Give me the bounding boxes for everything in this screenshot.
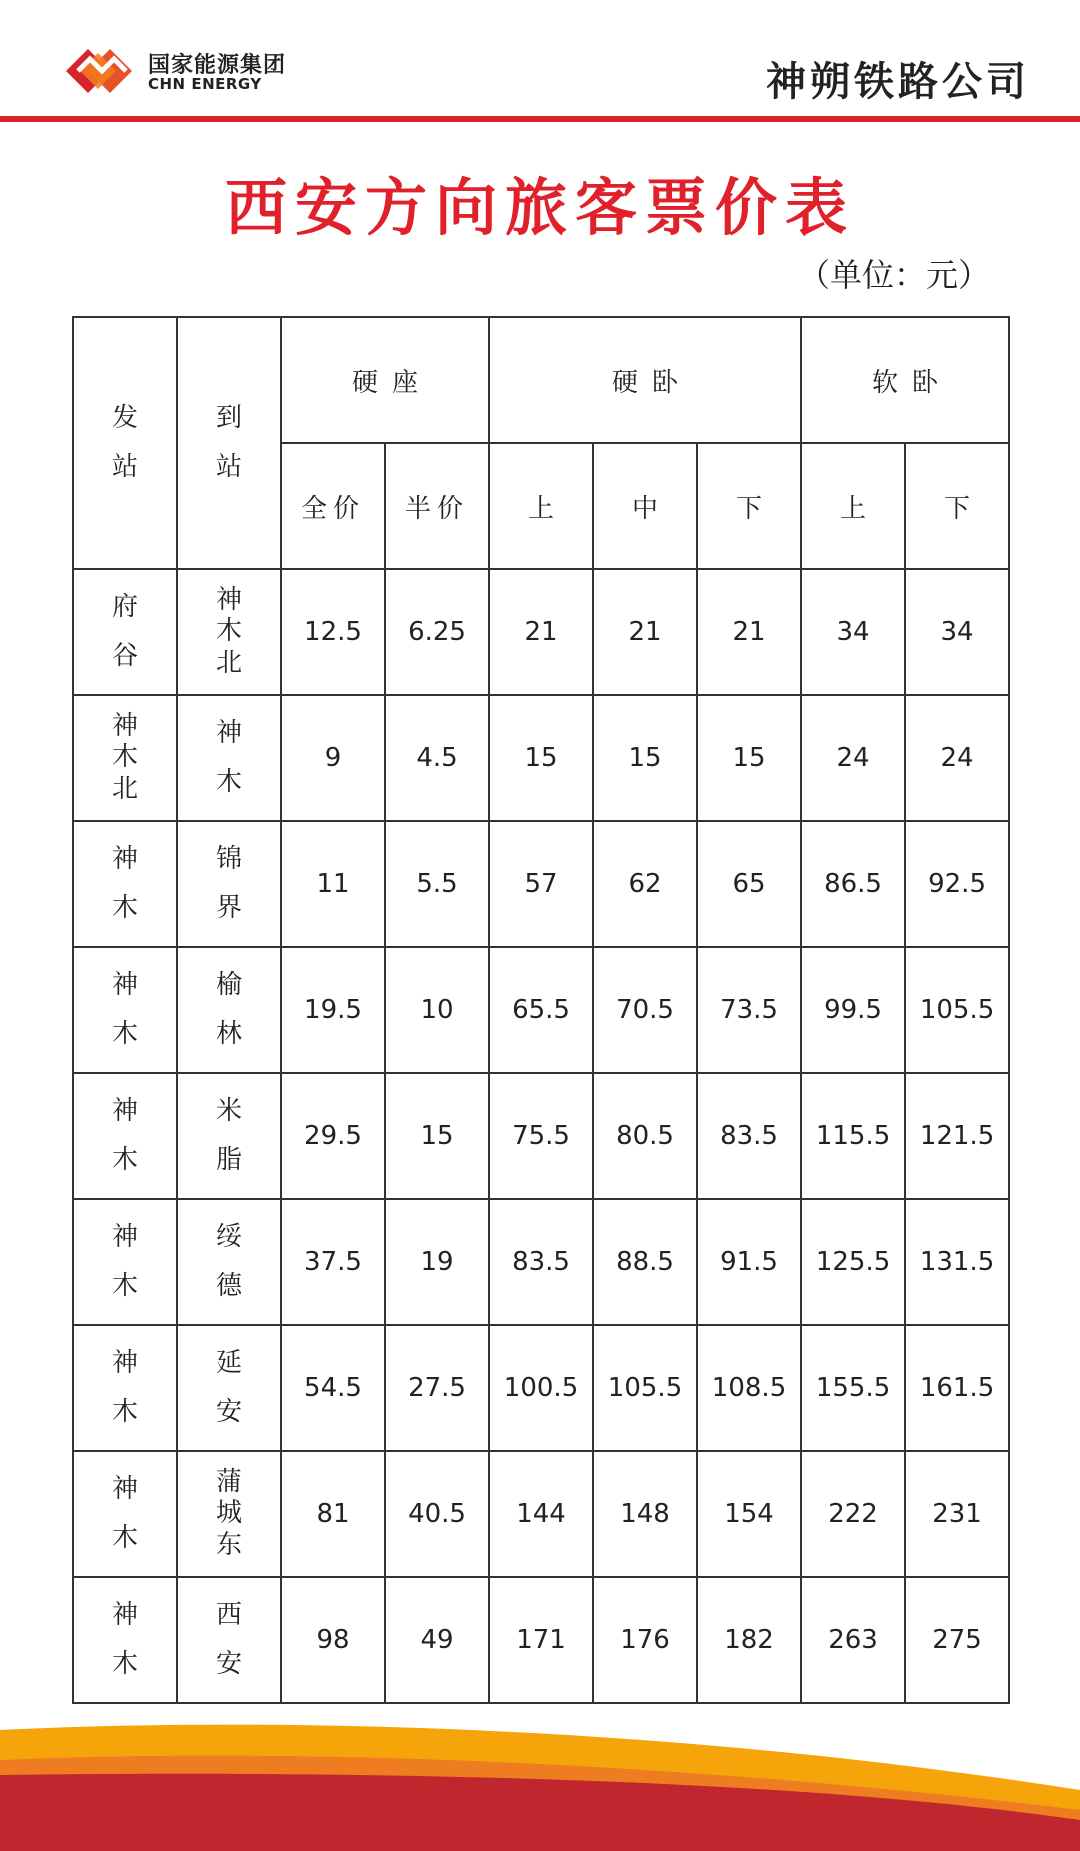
soft-sleeper-lower-price: 131.5 (905, 1199, 1009, 1325)
soft-sleeper-lower-price: 275 (905, 1577, 1009, 1703)
header-hard-seat: 硬座 (281, 317, 489, 443)
soft-sleeper-lower-price: 121.5 (905, 1073, 1009, 1199)
hard-sleeper-lower-price: 91.5 (697, 1199, 801, 1325)
hard-seat-half-price: 40.5 (385, 1451, 489, 1577)
hard-sleeper-upper-price: 15 (489, 695, 593, 821)
page-title: 西安方向旅客票价表 (224, 171, 855, 244)
header-hard-sleeper: 硬卧 (489, 317, 801, 443)
hard-seat-full-price: 29.5 (281, 1073, 385, 1199)
hard-seat-full-price: 11 (281, 821, 385, 947)
soft-sleeper-lower-price: 92.5 (905, 821, 1009, 947)
hard-seat-half-price: 4.5 (385, 695, 489, 821)
fare-row (73, 821, 1009, 947)
to-station: 蒲城东 (177, 1451, 281, 1577)
hard-sleeper-lower-price: 21 (697, 569, 801, 695)
fare-table (72, 316, 1010, 1704)
header (0, 0, 1080, 118)
hard-sleeper-middle-price: 176 (593, 1577, 697, 1703)
hard-sleeper-upper-price: 144 (489, 1451, 593, 1577)
header-from: 发站 (73, 317, 177, 569)
header-hard-upper: 上 (489, 443, 593, 569)
bottom-wave-decoration (0, 1720, 1080, 1851)
hard-seat-full-price: 12.5 (281, 569, 385, 695)
header-hard-lower: 下 (697, 443, 801, 569)
soft-sleeper-lower-price: 161.5 (905, 1325, 1009, 1451)
fare-row (73, 1073, 1009, 1199)
hard-seat-half-price: 6.25 (385, 569, 489, 695)
header-half-price: 半价 (385, 443, 489, 569)
fare-row (73, 1451, 1009, 1577)
header-to: 到站 (177, 317, 281, 569)
header-soft-lower: 下 (905, 443, 1009, 569)
soft-sleeper-lower-price: 24 (905, 695, 1009, 821)
from-station: 神木 (73, 1451, 177, 1577)
hard-sleeper-lower-price: 83.5 (697, 1073, 801, 1199)
hard-sleeper-lower-price: 65 (697, 821, 801, 947)
soft-sleeper-upper-price: 115.5 (801, 1073, 905, 1199)
hard-sleeper-middle-price: 70.5 (593, 947, 697, 1073)
soft-sleeper-upper-price: 155.5 (801, 1325, 905, 1451)
to-station: 西安 (177, 1577, 281, 1703)
company-name: 神朔铁路公司 (766, 59, 1030, 105)
hard-sleeper-middle-price: 15 (593, 695, 697, 821)
from-station: 神木 (73, 1325, 177, 1451)
hard-sleeper-upper-price: 57 (489, 821, 593, 947)
logo-text-cn: 国家能源集团 (148, 53, 287, 78)
to-station: 米脂 (177, 1073, 281, 1199)
from-station: 神木 (73, 1073, 177, 1199)
soft-sleeper-upper-price: 86.5 (801, 821, 905, 947)
hard-sleeper-upper-price: 100.5 (489, 1325, 593, 1451)
hard-seat-half-price: 49 (385, 1577, 489, 1703)
header-divider (0, 116, 1080, 122)
from-station: 神木 (73, 1199, 177, 1325)
to-station: 延安 (177, 1325, 281, 1451)
chn-energy-logo-icon (66, 40, 146, 102)
hard-sleeper-upper-price: 65.5 (489, 947, 593, 1073)
to-station: 神木北 (177, 569, 281, 695)
from-station: 神木 (73, 821, 177, 947)
fare-row (73, 1325, 1009, 1451)
hard-sleeper-upper-price: 21 (489, 569, 593, 695)
hard-sleeper-middle-price: 21 (593, 569, 697, 695)
hard-sleeper-middle-price: 148 (593, 1451, 697, 1577)
hard-sleeper-lower-price: 182 (697, 1577, 801, 1703)
soft-sleeper-lower-price: 231 (905, 1451, 1009, 1577)
from-station: 神木 (73, 947, 177, 1073)
to-station: 绥德 (177, 1199, 281, 1325)
header-soft-sleeper: 软卧 (801, 317, 1009, 443)
logo-text-en: CHN ENERGY (148, 75, 262, 93)
hard-seat-half-price: 15 (385, 1073, 489, 1199)
soft-sleeper-lower-price: 34 (905, 569, 1009, 695)
soft-sleeper-upper-price: 34 (801, 569, 905, 695)
from-station: 府谷 (73, 569, 177, 695)
soft-sleeper-upper-price: 99.5 (801, 947, 905, 1073)
hard-seat-half-price: 10 (385, 947, 489, 1073)
header-full-price: 全价 (281, 443, 385, 569)
header-soft-upper: 上 (801, 443, 905, 569)
fare-row (73, 947, 1009, 1073)
soft-sleeper-upper-price: 222 (801, 1451, 905, 1577)
hard-sleeper-upper-price: 83.5 (489, 1199, 593, 1325)
hard-seat-full-price: 81 (281, 1451, 385, 1577)
hard-sleeper-middle-price: 105.5 (593, 1325, 697, 1451)
header-hard-middle: 中 (593, 443, 697, 569)
fare-row (73, 569, 1009, 695)
hard-seat-full-price: 98 (281, 1577, 385, 1703)
hard-sleeper-upper-price: 75.5 (489, 1073, 593, 1199)
soft-sleeper-upper-price: 24 (801, 695, 905, 821)
to-station: 榆林 (177, 947, 281, 1073)
fare-row (73, 695, 1009, 821)
hard-sleeper-lower-price: 15 (697, 695, 801, 821)
hard-seat-full-price: 37.5 (281, 1199, 385, 1325)
fare-row (73, 1199, 1009, 1325)
to-station: 神木 (177, 695, 281, 821)
hard-seat-full-price: 19.5 (281, 947, 385, 1073)
hard-sleeper-lower-price: 73.5 (697, 947, 801, 1073)
hard-seat-half-price: 27.5 (385, 1325, 489, 1451)
hard-seat-full-price: 54.5 (281, 1325, 385, 1451)
soft-sleeper-upper-price: 263 (801, 1577, 905, 1703)
hard-sleeper-middle-price: 62 (593, 821, 697, 947)
hard-sleeper-middle-price: 80.5 (593, 1073, 697, 1199)
soft-sleeper-lower-price: 105.5 (905, 947, 1009, 1073)
hard-sleeper-middle-price: 88.5 (593, 1199, 697, 1325)
hard-seat-half-price: 5.5 (385, 821, 489, 947)
from-station: 神木北 (73, 695, 177, 821)
unit-label: （单位：元） (797, 256, 990, 294)
hard-seat-half-price: 19 (385, 1199, 489, 1325)
hard-sleeper-lower-price: 154 (697, 1451, 801, 1577)
soft-sleeper-upper-price: 125.5 (801, 1199, 905, 1325)
hard-sleeper-upper-price: 171 (489, 1577, 593, 1703)
fare-row (73, 1577, 1009, 1703)
from-station: 神木 (73, 1577, 177, 1703)
hard-seat-full-price: 9 (281, 695, 385, 821)
to-station: 锦界 (177, 821, 281, 947)
hard-sleeper-lower-price: 108.5 (697, 1325, 801, 1451)
